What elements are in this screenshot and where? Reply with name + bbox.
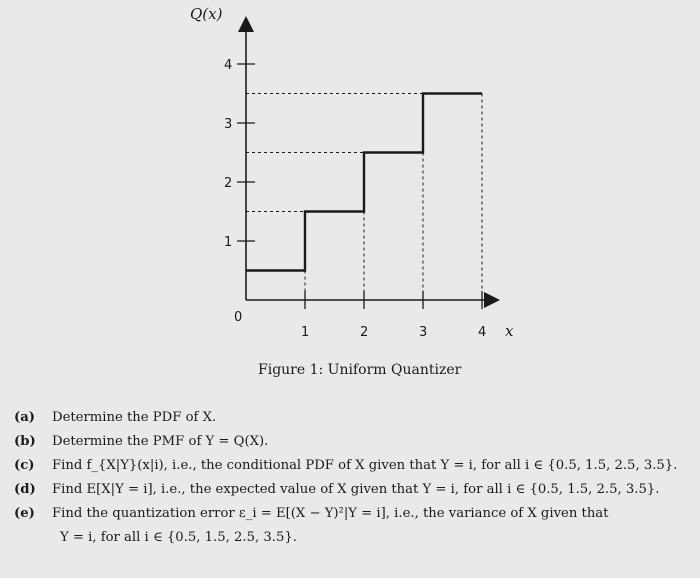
question-label: (b) [14,434,36,449]
question-text: Find f_{X|Y}(x|i), i.e., the conditional PDF of X given that Y = i, for all i ∈ {0.5, 1.5, 2.5, 3.5}. [52,458,678,473]
axis-labels [190,5,514,340]
question-label: (c) [14,458,35,473]
x-tick-label: 1 [301,325,310,340]
tick-marks [224,58,486,340]
y-tick-label: 3 [224,117,233,132]
question-text: Find E[X|Y = i], i.e., the expected value of X given that Y = i, for all i ∈ {0.5, 1.5, 2.5, 3.5}. [52,482,660,497]
question-a [14,406,694,430]
question-e [14,502,694,526]
question-label: (e) [14,506,35,521]
y-axis-label: Q(x) [190,5,223,23]
x-tick-label: 3 [419,325,428,340]
origin-label: 0 [234,310,243,325]
x-tick-label: 4 [478,325,487,340]
question-label: (a) [14,410,36,425]
question-text-continued: Y = i, for all i ∈ {0.5, 1.5, 2.5, 3.5}. [60,530,297,545]
axes [246,24,492,300]
question-b [14,430,694,454]
y-tick-label: 4 [224,58,233,73]
question-label: (d) [14,482,36,497]
question-text: Determine the PMF of Y = Q(X). [52,434,269,449]
x-tick-label: 2 [360,325,369,340]
question-e-continued [14,526,694,550]
question-text: Find the quantization error ε_i = E[(X − Y)²|Y = i], i.e., the variance of X given that [52,506,609,521]
question-d [14,478,694,502]
y-tick-label: 2 [224,176,233,191]
y-tick-label: 1 [224,235,233,250]
question-c [14,454,694,478]
problem-list [14,406,694,550]
x-axis-label: x [505,322,514,340]
question-text: Determine the PDF of X. [52,410,217,425]
figure-caption: Figure 1: Uniform Quantizer [258,362,462,378]
